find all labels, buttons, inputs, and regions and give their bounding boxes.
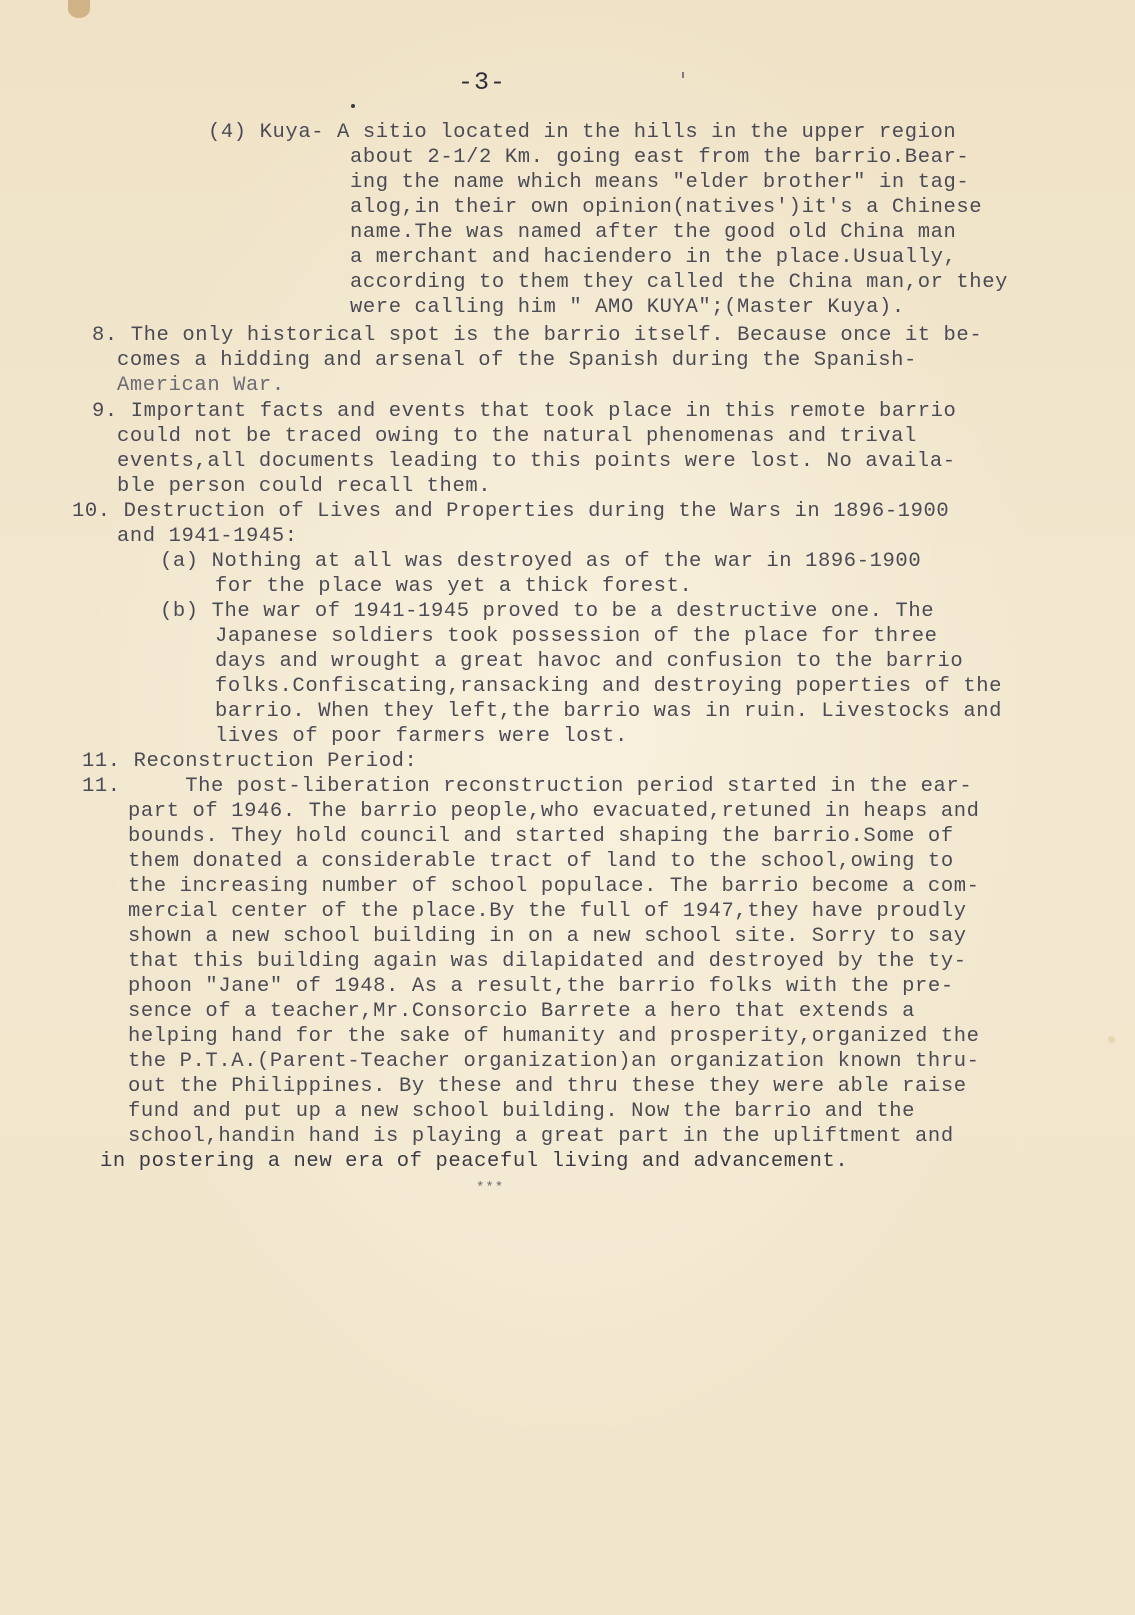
- item-11-line: helping hand for the sake of humanity and prosperity,organized the: [128, 1025, 980, 1048]
- item-11-line: 11. Reconstruction Period:: [82, 750, 418, 773]
- item-11-line: school,handin hand is playing a great part in the upliftment and: [128, 1125, 954, 1148]
- item-4-line: about 2-1/2 Km. going east from the barrio.Bear-: [350, 146, 970, 169]
- item-11-line: the P.T.A.(Parent-Teacher organization)an organization known thru-: [128, 1050, 980, 1073]
- item-4-line: name.The was named after the good old China man: [350, 221, 957, 244]
- item-11-line: bounds. They hold council and started shaping the barrio.Some of: [128, 825, 954, 848]
- item-10-line: days and wrought a great havoc and confusion to the barrio: [215, 650, 964, 673]
- item-11-line: fund and put up a new school building. Now the barrio and the: [128, 1100, 916, 1123]
- item-9-line: ble person could recall them.: [117, 475, 492, 498]
- item-4-line: a merchant and haciendero in the place.Usually,: [350, 246, 957, 269]
- paper-mark: [682, 72, 684, 78]
- item-10-line: barrio. When they left,the barrio was in ruin. Livestocks and: [215, 700, 1003, 723]
- item-10-line: for the place was yet a thick forest.: [215, 575, 693, 598]
- item-11-line: part of 1946. The barrio people,who evacuated,retuned in heaps and: [128, 800, 980, 823]
- item-4-line: alog,in their own opinion(natives')it's a Chinese: [350, 196, 983, 219]
- item-11-line: the increasing number of school populace. The barrio become a com-: [128, 875, 980, 898]
- item-4-line: were calling him " AMO KUYA";(Master Kuya).: [350, 296, 905, 319]
- item-10-line: folks.Confiscating,ransacking and destroying poperties of the: [215, 675, 1003, 698]
- item-8-line: American War.: [117, 374, 285, 397]
- item-11-line: sence of a teacher,Mr.Consorcio Barrete a hero that extends a: [128, 1000, 916, 1023]
- item-10-line: (b) The war of 1941-1945 proved to be a destructive one. The: [160, 600, 935, 623]
- end-mark: ***: [476, 1180, 505, 1196]
- item-11-line: 11. The post-liberation reconstruction period started in the ear-: [82, 775, 973, 798]
- page-number: -3-: [458, 68, 507, 97]
- item-8-line: comes a hidding and arsenal of the Spanish during the Spanish-: [117, 349, 917, 372]
- item-10-line: (a) Nothing at all was destroyed as of the war in 1896-1900: [160, 550, 922, 573]
- item-11-line: in postering a new era of peaceful living and advancement.: [100, 1150, 849, 1173]
- paper-mark: [1108, 1036, 1115, 1043]
- item-11-line: that this building again was dilapidated and destroyed by the ty-: [128, 950, 967, 973]
- item-4-line: ing the name which means "elder brother" in tag-: [350, 171, 970, 194]
- item-11-line: mercial center of the place.By the full of 1947,they have proudly: [128, 900, 967, 923]
- item-10-line: 10. Destruction of Lives and Properties during the Wars in 1896-1900: [72, 500, 950, 523]
- item-11-line: them donated a considerable tract of land to the school,owing to: [128, 850, 954, 873]
- item-4-line: according to them they called the China man,or they: [350, 271, 1009, 294]
- item-9-line: events,all documents leading to this points were lost. No availa-: [117, 450, 956, 473]
- item-10-line: and 1941-1945:: [117, 525, 298, 548]
- item-11-line: shown a new school building in on a new school site. Sorry to say: [128, 925, 967, 948]
- item-4-line: (4) Kuya- A sitio located in the hills in the upper region: [208, 121, 957, 144]
- bullet-dot: [351, 104, 355, 108]
- item-9-line: could not be traced owing to the natural phenomenas and trival: [117, 425, 917, 448]
- paper-stain: [68, 0, 90, 18]
- item-9-line: 9. Important facts and events that took place in this remote barrio: [92, 400, 957, 423]
- item-11-line: phoon "Jane" of 1948. As a result,the barrio folks with the pre-: [128, 975, 954, 998]
- item-11-line: out the Philippines. By these and thru these they were able raise: [128, 1075, 967, 1098]
- item-10-line: Japanese soldiers took possession of the place for three: [215, 625, 938, 648]
- item-8-line: 8. The only historical spot is the barrio itself. Because once it be-: [92, 324, 983, 347]
- item-10-line: lives of poor farmers were lost.: [215, 725, 628, 748]
